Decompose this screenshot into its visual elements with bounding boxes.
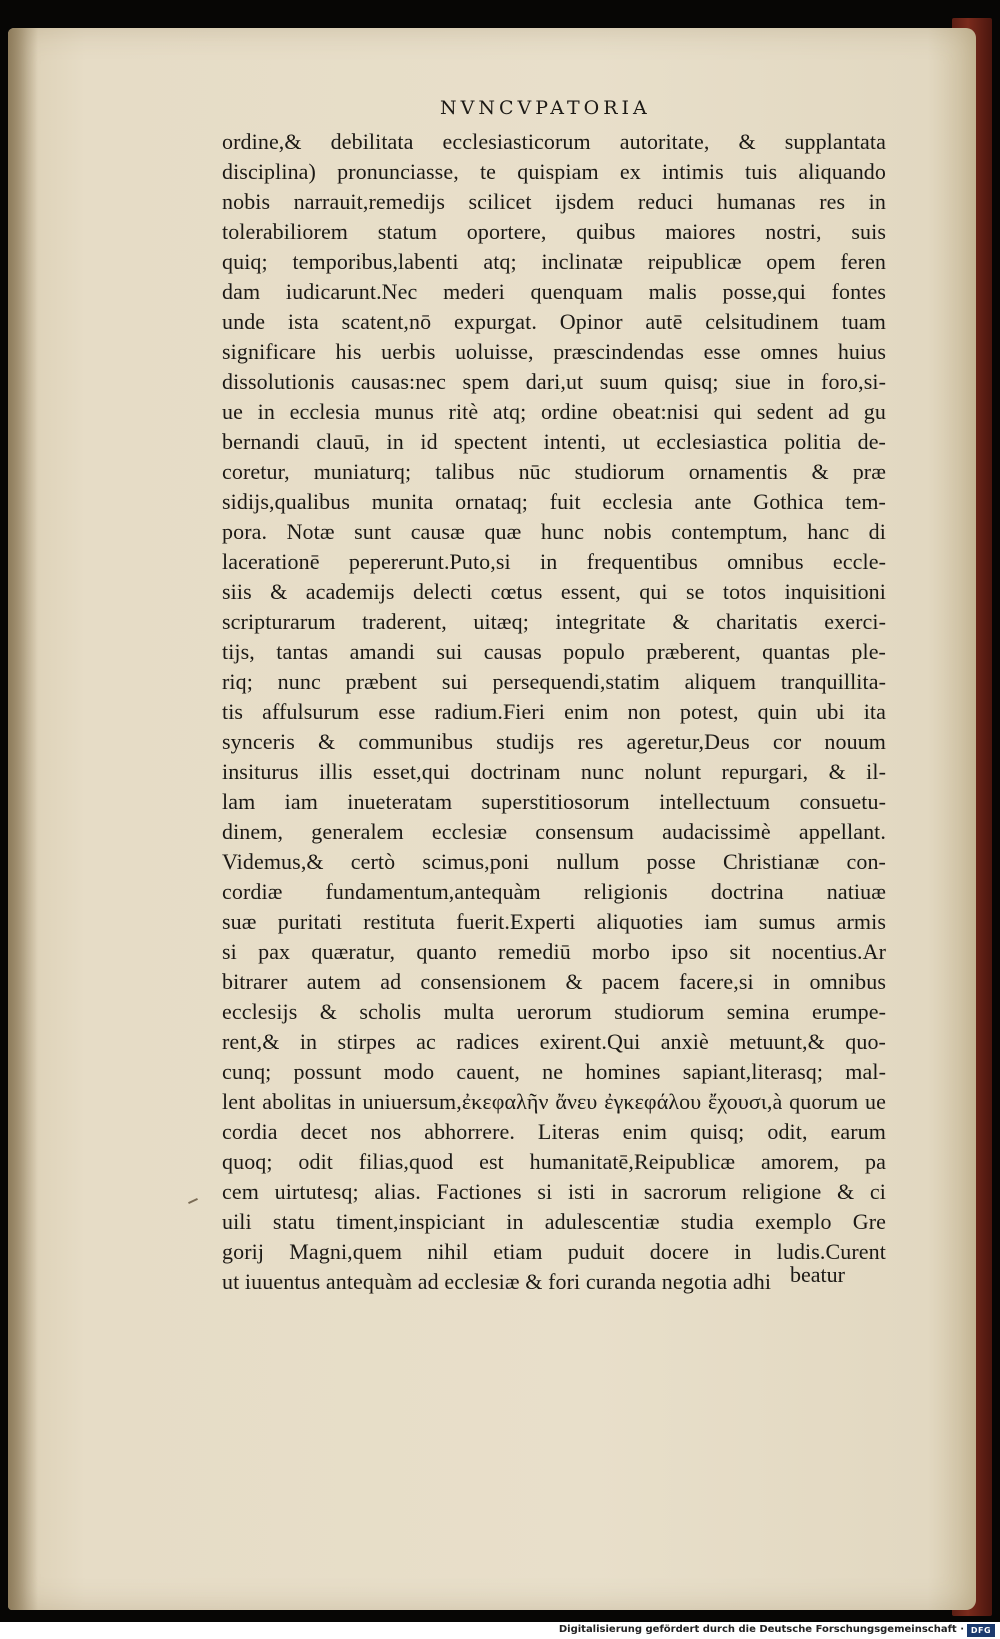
text-line: significare his uerbis uoluisse, præscindendas esse omnes huius (222, 339, 886, 364)
text-line: suæ puritati restituta fuerit.Experti aliquoties iam sumus armis (222, 909, 886, 934)
text-line: pora. Notæ sunt causæ quæ hunc nobis contemptum, hanc di (222, 519, 886, 544)
text-line: lam iam inueteratam superstitiosorum intellectuum consuetu- (222, 789, 886, 814)
text-line: ut iuuentus antequàm ad ecclesiæ & fori curanda negotia adhi (222, 1269, 772, 1294)
page-gutter-shadow (8, 28, 38, 1610)
text-line: ue in ecclesia munus ritè atq; ordine obeat:nisi qui sedent ad gu (222, 399, 886, 424)
text-line: rent,& in stirpes ac radices exirent.Qui anxiè metuunt,& quo- (222, 1029, 886, 1054)
dfg-logo: DFG (967, 1624, 995, 1637)
text-line: quoq; odit filias,quod est humanitatē,Reipublicæ amorem, pa (222, 1149, 886, 1174)
text-line: cordia decet nos abhorrere. Literas enim quisq; odit, earum (222, 1119, 886, 1144)
text-line: dinem, generalem ecclesiæ consensum audacissimè appellant. (222, 819, 886, 844)
text-line: uili statu timent,inspiciant in adulescentiæ studia exemplo Gre (222, 1209, 886, 1234)
text-line: siis & academijs delecti cœtus essent, qui se totos inquisitioni (222, 579, 886, 604)
text-line: lacerationē pepererunt.Puto,si in frequentibus omnibus eccle- (222, 549, 886, 574)
text-line: tijs, tantas amandi sui causas populo præberent, quantas ple- (222, 639, 886, 664)
page-body-text (222, 127, 886, 1297)
text-line: nobis narrauit,remedijs scilicet ijsdem reduci humanas res in (222, 189, 886, 214)
text-line: tolerabiliorem statum oportere, quibus maiores nostri, suis (222, 219, 886, 244)
text-line: disciplina) pronunciasse, te quispiam ex intimis tuis aliquando (222, 159, 886, 184)
text-line: gorij Magni,quem nihil etiam puduit docere in ludis.Curent (222, 1239, 886, 1264)
text-line: scripturarum traderent, uitæq; integritate & charitatis exerci- (222, 609, 886, 634)
text-line: bernandi clauū, in id spectent intenti, ut ecclesiastica politia de- (222, 429, 886, 454)
text-line: coretur, muniaturq; talibus nūc studiorum ornamentis & præ (222, 459, 886, 484)
text-line: cordiæ fundamentum,antequàm religionis doctrina natiuæ (222, 879, 886, 904)
text-line: Videmus,& certò scimus,poni nullum posse Christianæ con- (222, 849, 886, 874)
text-line: riq; nunc præbent sui persequendi,statim aliquem tranquillita- (222, 669, 886, 694)
catchword: beatur (790, 1262, 845, 1287)
text-line: dam iudicarunt.Nec mederi quenquam malis posse,qui fontes (222, 279, 886, 304)
running-head: NVNCVPATORIA (440, 97, 651, 119)
text-line: synceris & communibus studijs res ageretur,Deus cor nouum (222, 729, 886, 754)
funding-credit: Digitalisierung gefördert durch die Deutsche Forschungsgemeinschaft · (558, 1624, 964, 1635)
text-line: insiturus illis esset,qui doctrinam nunc nolunt repurgari, & il- (222, 759, 886, 784)
text-line: cunq; possunt modo cauent, ne homines sapiant,literasq; mal- (222, 1059, 886, 1084)
text-line: lent abolitas in uniuersum,ἐκεφαλῆν ἄνευ ἐγκεφάλου ἔχουσι,à quorum ue (222, 1089, 886, 1114)
text-line: unde ista scatent,nō expurgat. Opinor autē celsitudinem tuam (222, 309, 886, 334)
text-line: bitrarer autem ad consensionem & pacem facere,si in omnibus (222, 969, 886, 994)
text-line: sidijs,qualibus munita ornataq; fuit ecclesia ante Gothica tem- (222, 489, 886, 514)
text-line: ecclesijs & scholis multa uerorum studiorum semina erumpe- (222, 999, 886, 1024)
text-line: ordine,& debilitata ecclesiasticorum autoritate, & supplantata (222, 129, 886, 154)
text-line: quiq; temporibus,labenti atq; inclinatæ reipublicæ opem feren (222, 249, 886, 274)
text-line: si pax quæratur, quanto remediū morbo ipso sit nocentius.Ar (222, 939, 886, 964)
text-line: dissolutionis causas:nec spem dari,ut suum quisq; siue in foro,si- (222, 369, 886, 394)
text-line: tis affulsurum esse radium.Fieri enim non potest, quin ubi ita (222, 699, 886, 724)
text-line: cem uirtutesq; alias. Factiones si isti in sacrorum religione & ci (222, 1179, 886, 1204)
